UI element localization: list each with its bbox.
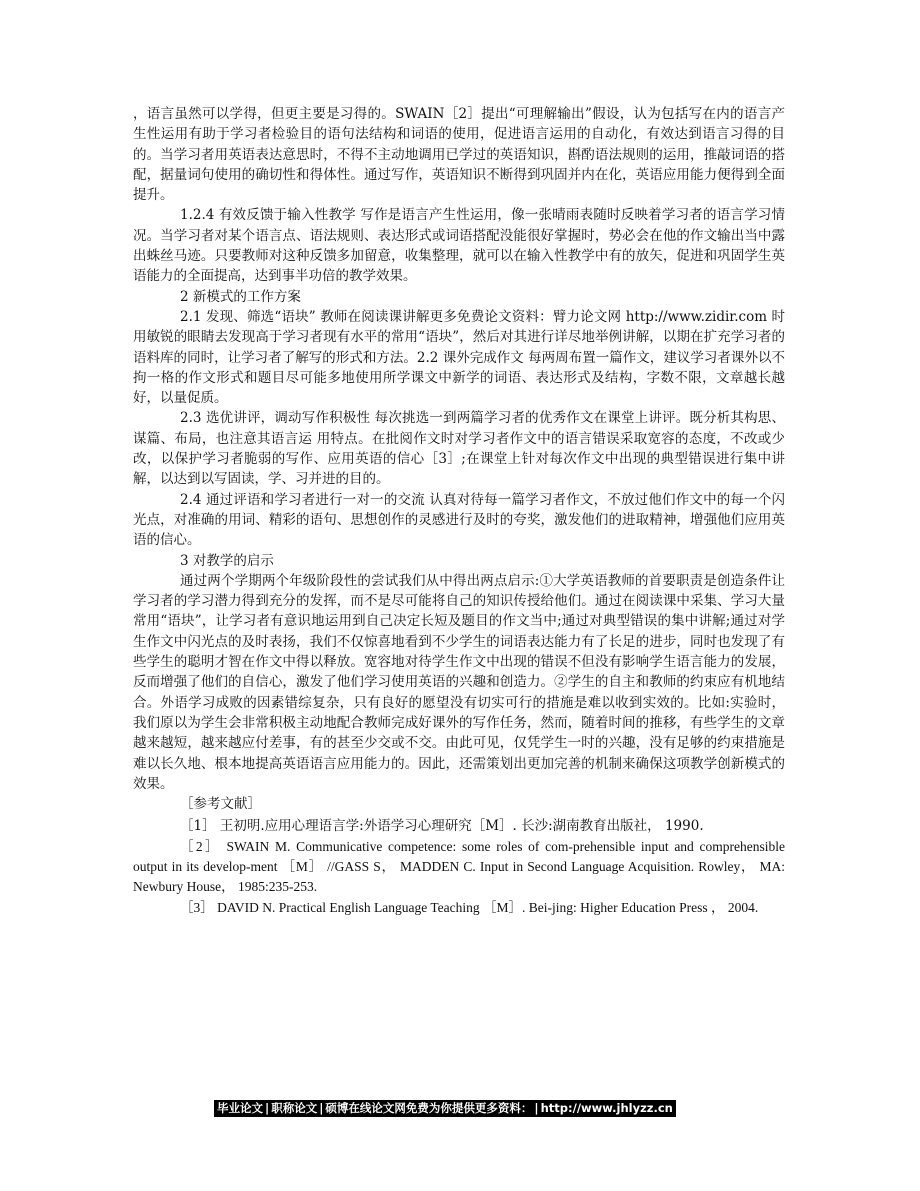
references-heading: ［参考文献］ [180,796,261,813]
paragraph-2-4: 2.4 通过评语和学习者进行一对一的交流 认真对待每一篇学习者作文，不放过他们作文中的每一个闪光点，对准确的用词、精彩的语句、思想创作的灵感进行及时的夸奖，激发他们的进取精神，增强他们应用英语的信心。 [133,491,785,549]
reference-2: ［2］ SWAIN M. Communicative competence: some roles of com-prehensible input and comprehensible output in its develop-ment ［M］ //GASS S， MADDEN C. Input in Second Language Acquisition. Rowley， MA: Newbury House， 1985:235-253. [133,838,785,895]
reference-1: ［1］ 王初明.应用心理语言学:外语学习心理研究［M］. 长沙:湖南教育出版社， 1990. [180,818,704,835]
footer-banner: 毕业论文 | 职称论文 | 硕博在线论文网免费为你提供更多资料： | http://www.jhlyzz.cn [214,1100,676,1117]
document-body [133,104,785,918]
section-heading-3: 3 对教学的启示 [180,552,274,569]
footer-link-thesis[interactable]: 毕业论文 [217,1101,263,1115]
footer-text: 硕博在线论文网免费为你提供更多资料： [325,1101,533,1115]
reference-3: ［3］ DAVID N. Practical English Language Teaching ［M］. Bei-jing: Higher Education Press ， 2004. [180,899,759,915]
footer-url-link[interactable]: http://www.jhlyzz.cn [540,1101,673,1115]
paragraph-1-2-4: 1.2.4 有效反馈于输入性教学 写作是语言产生性运用，像一张晴雨表随时反映着学习者的语言学习情况。当学习者对某个语言点、语法规则、表达形式或词语搭配没能很好掌握时，势必会在他的作文输出当中露出蛛丝马迹。只要教师对这种反馈多加留意，收集整理，就可以在输入性教学中有的放矢，促进和巩固学生英语能力的全面提高，达到事半功倍的教学效果。 [133,207,785,285]
paragraph-2-1: 2.1 发现、筛选“语块” 教师在阅读课讲解更多免费论文资料：臂力论文网 http://www.zidir.com 时用敏锐的眼睛去发现高于学习者现有水平的常用“语块”，然后对其进行详尽地举例讲解，以期在扩充学习者的语料库的同时，让学习者了解写的形式和方法。2.2 课外完成作文 每两周布置一篇作文，建议学习者课外以不拘一格的作文形式和题目尽可能多地使用所学课文中新学的词语、表达形式及结构，字数不限，文章越长越好，以量促质。 [133,308,785,407]
section-heading-2: 2 新模式的工作方案 [180,288,301,305]
paragraph-2-3: 2.3 选优讲评，调动写作积极性 每次挑选一到两篇学习者的优秀作文在课堂上讲评。既分析其构思、谋篇、布局，也注意其语言运 用特点。在批阅作文时对学习者作文中的语言错误采取宽容的态度，不改或少改，以保护学习者脆弱的写作、应用英语的信心［3］;在课堂上针对每次作文中出现的典型错误进行集中讲解，以达到以写固读，学、习并进的目的。 [133,410,785,488]
paragraph-3: 通过两个学期两个年级阶段性的尝试我们从中得出两点启示:①大学英语教师的首要职责是创造条件让学习者的学习潜力得到充分的发挥，而不是尽可能将自己的知识传授给他们。通过在阅读课中采集、学习大量常用“语块”，让学习者有意识地运用到自己决定长短及题目的作文当中;通过对典型错误的集中讲解;通过对学生作文中闪光点的及时表扬，我们不仅惊喜地看到不少学生的词语表达能力有了长足的进步，同时也发现了有些学生的聪明才智在作文中得以释放。宽容地对待学生作文中出现的错误不但没有影响学生语言能力的发展，反而增强了他们的自信心，激发了他们学习使用英语的兴趣和创造力。②学生的自主和教师的约束应有机地结合。外语学习成败的因素错综复杂，只有良好的愿望没有切实可行的措施是难以收到实效的。比如:实验时，我们原以为学生会非常积极主动地配合教师完成好课外的写作任务，然而，随着时间的推移，有些学生的文章越来越短，越来越应付差事，有的甚至少交或不交。由此可见，仅凭学生一时的兴趣，没有足够的约束措施是难以长久地、根本地提高英语语言应用能力的。因此，还需策划出更加完善的机制来确保这项教学创新模式的效果。 [133,572,785,792]
paragraph-intro: ，语言虽然可以学得，但更主要是习得的。SWAIN［2］提出“可理解输出”假设，认为包括写在内的语言产生性运用有助于学习者检验目的语句法结构和词语的使用，促进语言运用的自动化，有效达到语言习得的目的。当学习者用英语表达意思时，不得不主动地调用已学过的英语知识，斟酌语法规则的运用，推敲词语的搭配，据量词句使用的确切性和得体性。通过写作，英语知识不断得到巩固并内在化，英语应用能力便得到全面提升。 [133,106,785,204]
footer-link-title-paper[interactable]: 职称论文 [271,1101,318,1115]
